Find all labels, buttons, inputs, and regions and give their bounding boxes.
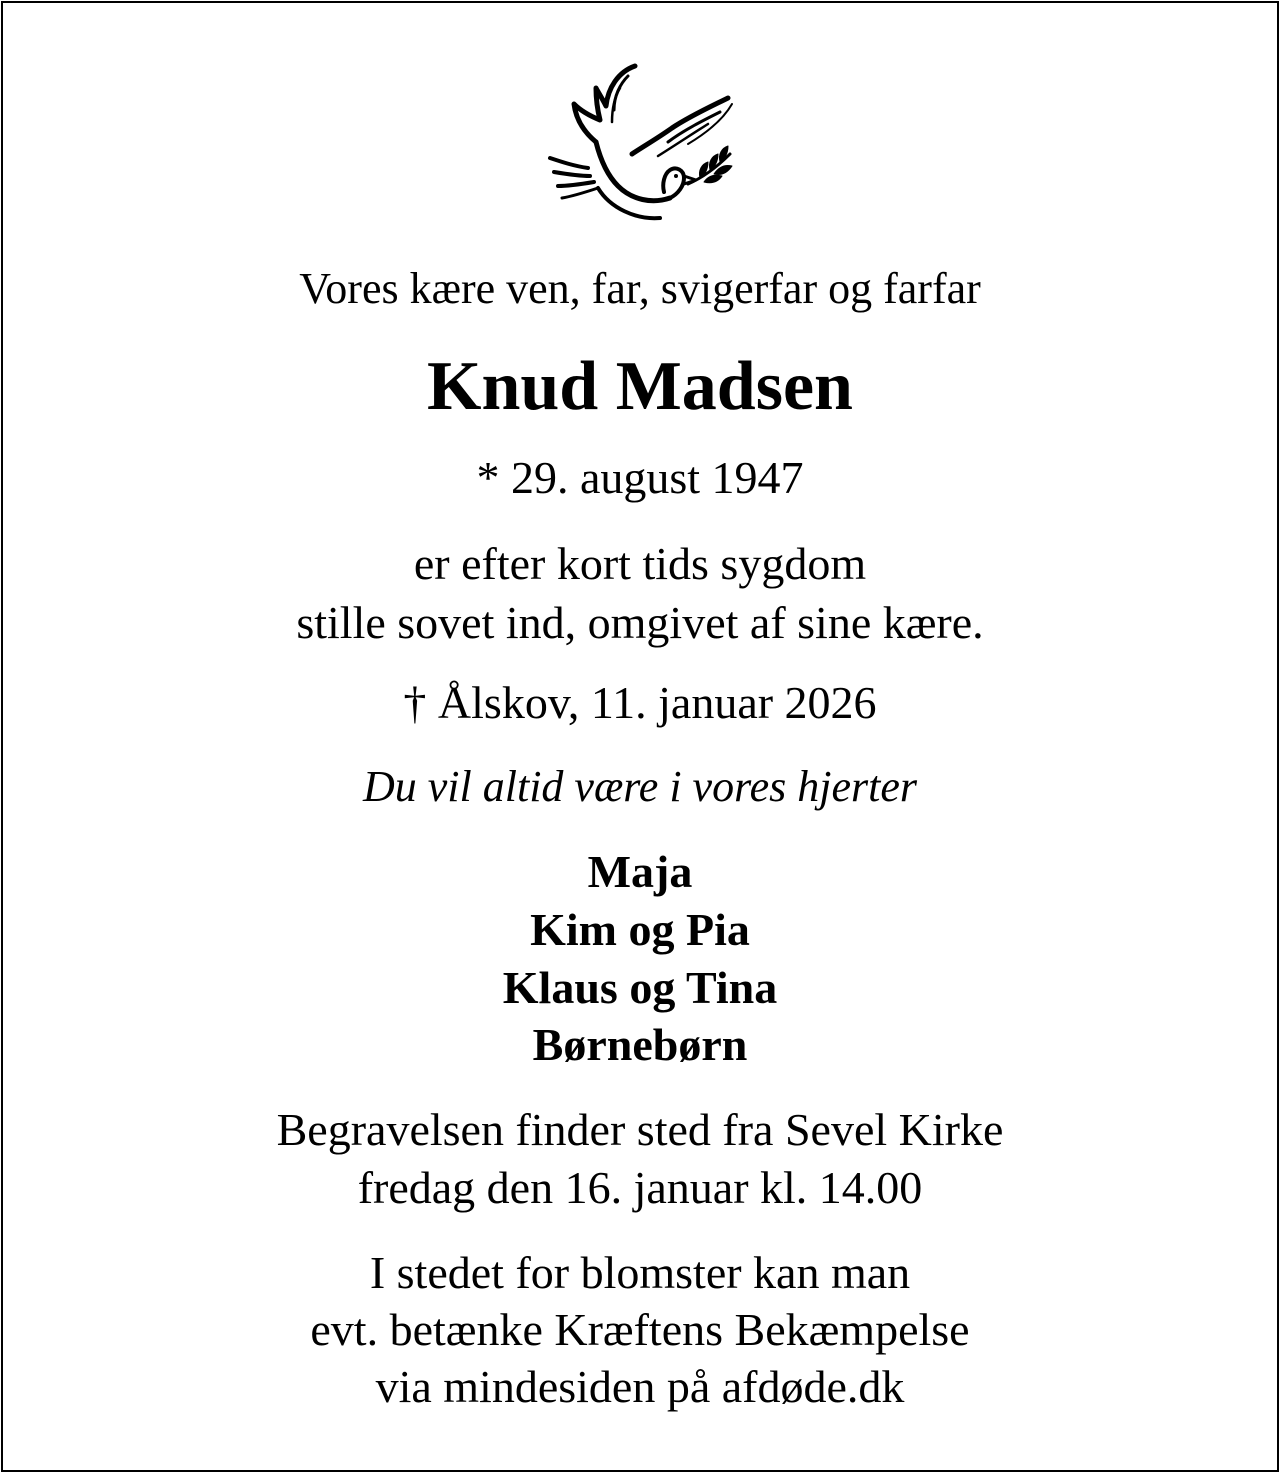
family-member: Maja: [587, 846, 693, 897]
intro-line: Vores kære ven, far, svigerfar og farfar: [299, 264, 981, 313]
funeral-line-1: Begravelsen finder sted fra Sevel Kirke: [276, 1104, 1004, 1155]
motto: Du vil altid være i vores hjerter: [363, 762, 917, 811]
deceased-name: Knud Madsen: [427, 348, 853, 425]
death-date-place: † Ålskov, 11. januar 2026: [403, 677, 877, 728]
donation-line-1: I stedet for blomster kan man: [369, 1247, 911, 1298]
family-member: Klaus og Tina: [502, 962, 778, 1013]
message-line-1: er efter kort tids sygdom: [413, 538, 867, 589]
donation-line-2: evt. betænke Kræftens Bekæmpelse: [310, 1304, 970, 1355]
donation-line-3: via mindesiden på afdøde.dk: [375, 1361, 905, 1412]
family-member: Kim og Pia: [530, 904, 750, 955]
dove-with-olive-branch-icon: [540, 58, 740, 234]
funeral-line-2: fredag den 16. januar kl. 14.00: [357, 1162, 923, 1213]
family-member: Børnebørn: [532, 1019, 748, 1070]
birth-date: * 29. august 1947: [476, 452, 804, 503]
message-line-2: stille sovet ind, omgivet af sine kære.: [296, 597, 984, 648]
